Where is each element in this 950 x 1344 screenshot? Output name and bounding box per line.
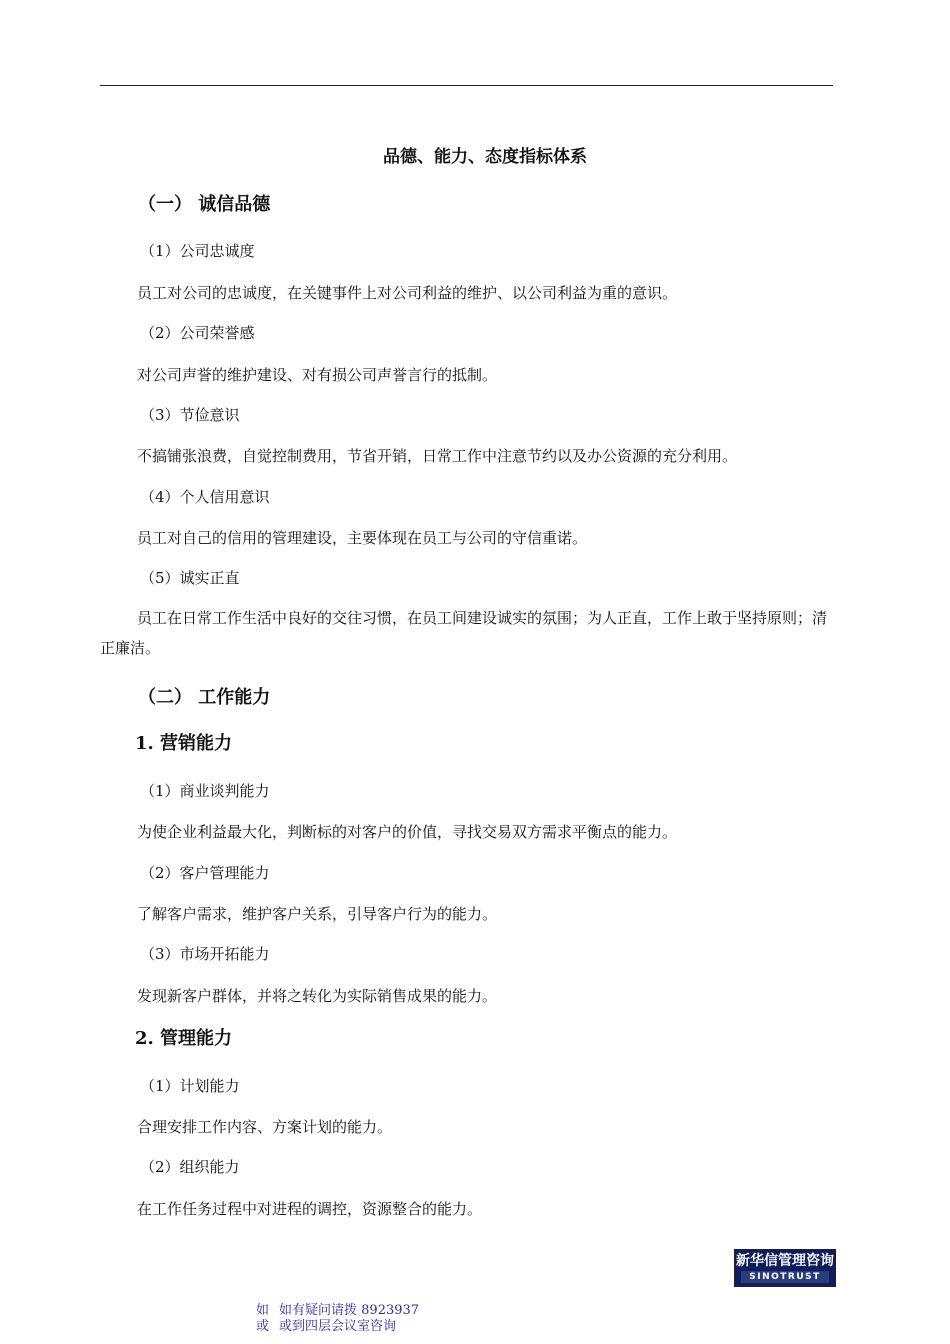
footer-contact-room: 或到四层会议室咨询 — [279, 1319, 397, 1334]
logo-chinese-name: 新华信管理咨询 — [736, 1253, 834, 1269]
header-rule — [100, 85, 833, 86]
item-label: （2）客户管理能力 — [140, 864, 270, 882]
item-text: 合理安排工作内容、方案计划的能力。 — [137, 1118, 393, 1136]
logo-english-name: SINOTRUST — [741, 1271, 829, 1283]
sinotrust-logo — [734, 1249, 836, 1287]
subsection-heading-management: 2. 管理能力 — [135, 1028, 233, 1049]
item-text: 员工对公司的忠诚度，在关键事件上对公司利益的维护、以公司利益为重的意识。 — [137, 284, 678, 302]
footer-contact-phone: 如有疑问请拨 8923937 — [279, 1303, 420, 1318]
footer-key: 如 — [256, 1303, 270, 1318]
item-text: 在工作任务过程中对进程的调控，资源整合的能力。 — [137, 1200, 483, 1218]
item-label: （1）公司忠诚度 — [140, 242, 255, 260]
item-label: （5）诚实正直 — [140, 569, 240, 587]
item-label: （2）组织能力 — [140, 1158, 240, 1176]
item-text: 员工对自己的信用的管理建设，主要体现在员工与公司的守信重诺。 — [137, 529, 588, 547]
section-heading-integrity: （一） 诚信品德 — [138, 194, 271, 215]
item-label: （3）节俭意识 — [140, 406, 240, 424]
item-label: （1）商业谈判能力 — [140, 782, 270, 800]
section-heading-work-ability: （二） 工作能力 — [138, 687, 271, 708]
item-label: （4）个人信用意识 — [140, 488, 270, 506]
item-label: （3）市场开拓能力 — [140, 945, 270, 963]
item-label: （1）计划能力 — [140, 1077, 240, 1095]
footer-line-2 — [256, 1315, 396, 1334]
footer-key: 或 — [256, 1319, 270, 1334]
document-title: 品德、能力、态度指标体系 — [383, 147, 587, 167]
item-text: 了解客户需求，维护客户关系，引导客户行为的能力。 — [137, 905, 498, 923]
item-text: 不搞铺张浪费，自觉控制费用，节省开销，日常工作中注意节约以及办公资源的充分利用。 — [137, 447, 738, 465]
item-label: （2）公司荣誉感 — [140, 324, 255, 342]
item-text: 为使企业利益最大化，判断标的对客户的价值，寻找交易双方需求平衡点的能力。 — [137, 823, 678, 841]
item-text: 发现新客户群体，并将之转化为实际销售成果的能力。 — [137, 987, 498, 1005]
subsection-heading-marketing: 1. 营销能力 — [135, 733, 233, 754]
item-text: 对公司声誉的维护建设、对有损公司声誉言行的抵制。 — [137, 366, 498, 384]
item-text-wrapped: 员工在日常工作生活中良好的交往习惯，在员工间建设诚实的氛围；为人正直，工作上敢于坚持原则；清正廉洁。 — [100, 609, 828, 657]
